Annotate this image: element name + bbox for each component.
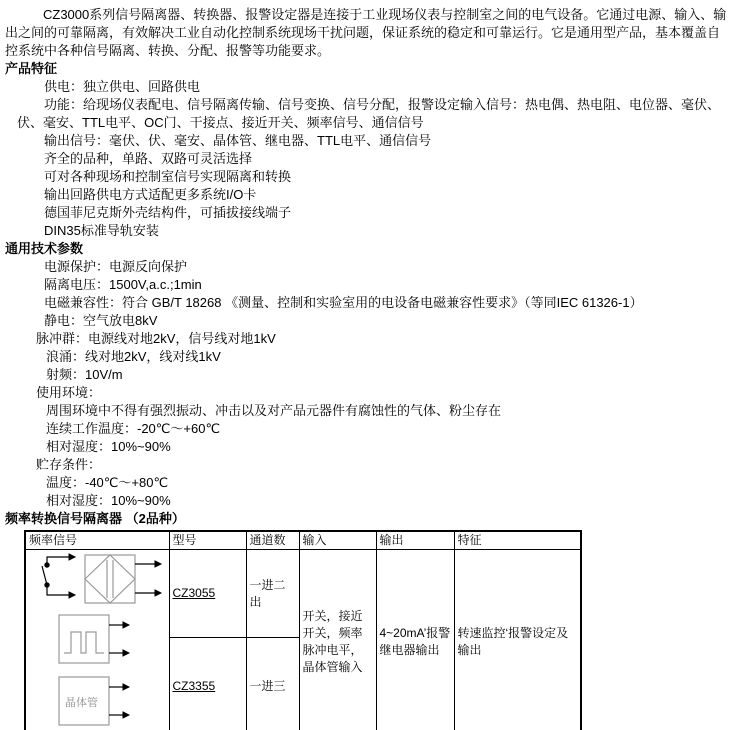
transistor-icon: [59, 677, 109, 725]
feature-item: 齐全的品种，单路、双路可灵活选择: [44, 151, 253, 166]
table-row: [25, 550, 581, 638]
table-header-row: [25, 531, 581, 550]
feature-cell: 转速监控‘报警设定及输出: [454, 550, 581, 730]
transistor-output-arrows: [109, 684, 129, 718]
tech-item: 隔离电压：1500V,a.c.;1min: [44, 277, 202, 292]
feature-item: 供电：独立供电、回路供电: [44, 79, 201, 94]
feature-item: 功能：给现场仪表配电、信号隔离传输、信号变换、信号分配，报警设定输入信号：热电偶、热电阻、电位器、毫伏、伏、毫安、TTL电平、OC门、干接点、接近开关、频率信号、通信信号: [17, 97, 721, 130]
tech-group-label: 贮存条件：: [36, 457, 102, 472]
tech-item: 射频：10V/m: [46, 367, 123, 382]
section-heading-general-specs: 通用技术参数: [5, 241, 84, 256]
tech-item: 静电：空气放电8kV: [44, 313, 158, 328]
tech-item: 电磁兼容性：符合 GB/T 18268 《测量、控制和实验室用的电设备电磁兼容性要求》（等同IEC 61326-1）: [44, 295, 643, 310]
model-link-cz3055[interactable]: CZ3055: [172, 586, 216, 601]
frequency-signal-diagram: [27, 551, 167, 728]
tech-group-label: 使用环境：: [36, 385, 102, 400]
pulse-wave-icon: [59, 615, 109, 663]
col-header-model: 型号: [169, 531, 246, 550]
tech-item: 相对湿度：10%~90%: [46, 493, 171, 508]
intro-paragraph: CZ3000系列信号隔离器、转换器、报警设定器是连接于工业现场仪表与控制室之间的电气设备。它通过电源、输入、输出之间的可靠隔离，有效解决工业自动化控制系统现场干扰问题，保证系统的稳定和可靠运行。它是通用型产品，基本覆盖自控系统中各种信号隔离、转换、分配、报警等功能要求。: [5, 7, 727, 58]
tech-item: 电源保护：电源反向保护: [44, 259, 188, 274]
tech-item: 相对湿度：10%~90%: [46, 439, 171, 454]
col-header-input: 输入: [299, 531, 376, 550]
col-header-frequency-signal: 频率信号: [25, 531, 169, 550]
feature-item: 输出信号：毫伏、伏、毫安、晶体管、继电器、TTL电平、通信信号: [44, 133, 432, 148]
model-cell: [169, 550, 246, 638]
channels-cell: 一进二出: [246, 550, 299, 638]
feature-item: 可对各种现场和控制室信号实现隔离和转换: [44, 169, 292, 184]
tech-item: 温度：-40℃～+80℃: [46, 475, 169, 490]
tech-item: 浪涌：线对地2kV，线对线1kV: [46, 349, 221, 364]
col-header-channels: 通道数: [246, 531, 299, 550]
isolator-output-arrows: [135, 561, 161, 596]
isolation-barrier-icon: [85, 555, 135, 603]
channels-cell: 一进三: [246, 638, 299, 730]
switch-icon: [42, 554, 75, 598]
signal-diagram-cell: [25, 550, 169, 730]
model-link-cz3355[interactable]: CZ3355: [172, 678, 216, 693]
tech-item: 周围环境中不得有强烈振动、冲击以及对产品元器件有腐蚀性的气体、粉尘存在: [46, 403, 502, 418]
model-cell: [169, 638, 246, 730]
section-heading-frequency-isolators: 频率转换信号隔离器 （2品种）: [5, 511, 185, 526]
frequency-isolator-table: [24, 530, 582, 730]
transistor-label: 晶体管: [65, 697, 98, 709]
tech-item: 连续工作温度：-20℃～+60℃: [46, 421, 221, 436]
section-heading-product-features: 产品特征: [5, 61, 58, 76]
col-header-output: 输出: [376, 531, 454, 550]
output-cell: 4~20mA’报警继电器输出: [376, 550, 454, 730]
feature-item: 输出回路供电方式适配更多系统I/O卡: [44, 187, 257, 202]
feature-item: DIN35标准导轨安装: [44, 223, 159, 238]
feature-item: 德国菲尼克斯外壳结构件，可插拔接线端子: [44, 205, 292, 220]
input-cell: 开关，接近开关，频率脉冲电平，晶体管输入: [299, 550, 376, 730]
pulse-output-arrows: [109, 622, 129, 656]
col-header-feature: 特征: [454, 531, 581, 550]
tech-item: 脉冲群：电源线对地2kV，信号线对地1kV: [36, 331, 276, 346]
